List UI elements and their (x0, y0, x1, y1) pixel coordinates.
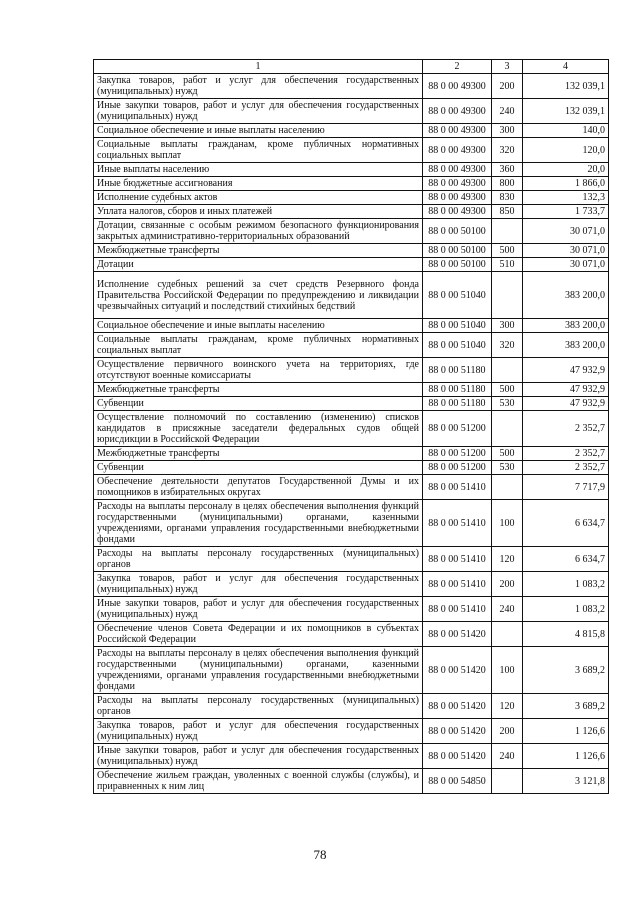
row-name-cell: Обеспечение членов Совета Федерации и их помощников в субъектах Российской Федерации (94, 622, 423, 647)
table-row (94, 124, 609, 138)
row-name-cell: Социальное обеспечение и иные выплаты населению (94, 319, 423, 333)
row-name-cell: Обеспечение жильем граждан, уволенных с военной службы (службы), и приравненных к ним лиц (94, 769, 423, 794)
row-name-cell: Закупка товаров, работ и услуг для обеспечения государственных (муниципальных) нужд (94, 719, 423, 744)
row-type-cell: 200 (492, 719, 523, 744)
table-row (94, 138, 609, 163)
row-code-cell: 88 0 00 51420 (423, 694, 492, 719)
row-type-cell (492, 622, 523, 647)
row-name-cell: Иные закупки товаров, работ и услуг для обеспечения государственных (муниципальных) нужд (94, 99, 423, 124)
row-type-cell: 100 (492, 647, 523, 694)
row-code-cell: 88 0 00 49300 (423, 177, 492, 191)
row-code-cell: 88 0 00 51410 (423, 572, 492, 597)
row-amount-cell: 2 352,7 (523, 461, 609, 475)
row-name-cell: Социальные выплаты гражданам, кроме публичных нормативных социальных выплат (94, 138, 423, 163)
row-name-cell: Субвенции (94, 397, 423, 411)
row-code-cell: 88 0 00 49300 (423, 99, 492, 124)
row-amount-cell: 1 126,6 (523, 719, 609, 744)
row-code-cell: 88 0 00 51180 (423, 397, 492, 411)
table-header-row (94, 60, 609, 74)
row-name-cell: Дотации (94, 258, 423, 272)
row-amount-cell: 2 352,7 (523, 447, 609, 461)
table-row (94, 475, 609, 500)
row-name-cell: Расходы на выплаты персоналу государственных (муниципальных) органов (94, 694, 423, 719)
row-code-cell: 88 0 00 50100 (423, 219, 492, 244)
row-type-cell: 120 (492, 694, 523, 719)
header-cell-amount: 4 (523, 60, 609, 74)
row-name-cell: Социальные выплаты гражданам, кроме публичных нормативных социальных выплат (94, 333, 423, 358)
row-amount-cell: 7 717,9 (523, 475, 609, 500)
table-row (94, 500, 609, 547)
row-amount-cell: 6 634,7 (523, 547, 609, 572)
row-type-cell: 530 (492, 397, 523, 411)
row-code-cell: 88 0 00 49300 (423, 163, 492, 177)
row-code-cell: 88 0 00 51420 (423, 622, 492, 647)
row-type-cell: 800 (492, 177, 523, 191)
row-amount-cell: 132,3 (523, 191, 609, 205)
page-number: 78 (313, 847, 327, 862)
row-name-cell: Осуществление первичного воинского учета на территориях, где отсутствуют военные комиссариаты (94, 358, 423, 383)
row-code-cell: 88 0 00 51420 (423, 647, 492, 694)
row-amount-cell: 6 634,7 (523, 500, 609, 547)
row-amount-cell: 383 200,0 (523, 272, 609, 319)
table-row (94, 622, 609, 647)
table-row (94, 333, 609, 358)
row-type-cell: 530 (492, 461, 523, 475)
row-amount-cell: 47 932,9 (523, 383, 609, 397)
row-type-cell: 500 (492, 383, 523, 397)
row-name-cell: Осуществление полномочий по составлению (изменению) списков кандидатов в присяжные заседатели федеральных судов общей юрисдикции в Российской Федерации (94, 411, 423, 447)
row-amount-cell: 132 039,1 (523, 99, 609, 124)
table-row (94, 397, 609, 411)
table-row (94, 177, 609, 191)
row-type-cell (492, 219, 523, 244)
row-amount-cell: 47 932,9 (523, 397, 609, 411)
row-name-cell: Иные закупки товаров, работ и услуг для обеспечения государственных (муниципальных) нужд (94, 744, 423, 769)
row-name-cell: Межбюджетные трансферты (94, 447, 423, 461)
row-code-cell: 88 0 00 50100 (423, 244, 492, 258)
row-name-cell: Расходы на выплаты персоналу в целях обеспечения выполнения функций государственными (муниципальными) органами, казенными учреждениями, органами управления государственными внебюджетными фондами (94, 500, 423, 547)
row-name-cell: Закупка товаров, работ и услуг для обеспечения государственных (муниципальных) нужд (94, 74, 423, 99)
row-name-cell: Обеспечение деятельности депутатов Государственной Думы и их помощников в избирательных округах (94, 475, 423, 500)
table-row (94, 74, 609, 99)
row-amount-cell: 1 866,0 (523, 177, 609, 191)
row-type-cell: 300 (492, 124, 523, 138)
row-name-cell: Иные бюджетные ассигнования (94, 177, 423, 191)
row-amount-cell: 47 932,9 (523, 358, 609, 383)
row-amount-cell: 20,0 (523, 163, 609, 177)
row-type-cell: 320 (492, 333, 523, 358)
table-body (94, 60, 609, 794)
table-row (94, 163, 609, 177)
row-code-cell: 88 0 00 49300 (423, 138, 492, 163)
row-name-cell: Дотации, связанные с особым режимом безопасного функционирования закрытых административно-территориальных образований (94, 219, 423, 244)
row-amount-cell: 383 200,0 (523, 319, 609, 333)
row-code-cell: 88 0 00 51420 (423, 719, 492, 744)
row-name-cell: Межбюджетные трансферты (94, 244, 423, 258)
row-code-cell: 88 0 00 51040 (423, 272, 492, 319)
table-row (94, 719, 609, 744)
row-type-cell: 240 (492, 99, 523, 124)
row-type-cell (492, 358, 523, 383)
row-type-cell (492, 411, 523, 447)
row-amount-cell: 3 689,2 (523, 647, 609, 694)
row-name-cell: Иные закупки товаров, работ и услуг для обеспечения государственных (муниципальных) нужд (94, 597, 423, 622)
row-code-cell: 88 0 00 51410 (423, 475, 492, 500)
row-code-cell: 88 0 00 51040 (423, 333, 492, 358)
header-cell-name: 1 (94, 60, 423, 74)
table-row (94, 744, 609, 769)
header-cell-code: 2 (423, 60, 492, 74)
table-row (94, 547, 609, 572)
table-row (94, 244, 609, 258)
row-name-cell: Социальное обеспечение и иные выплаты населению (94, 124, 423, 138)
row-type-cell: 850 (492, 205, 523, 219)
table-row (94, 572, 609, 597)
row-code-cell: 88 0 00 51040 (423, 319, 492, 333)
table-row (94, 447, 609, 461)
row-name-cell: Уплата налогов, сборов и иных платежей (94, 205, 423, 219)
table-row (94, 411, 609, 447)
row-code-cell: 88 0 00 49300 (423, 74, 492, 99)
table-row (94, 99, 609, 124)
row-code-cell: 88 0 00 49300 (423, 124, 492, 138)
row-amount-cell: 4 815,8 (523, 622, 609, 647)
table-row (94, 205, 609, 219)
row-amount-cell: 1 733,7 (523, 205, 609, 219)
row-type-cell: 200 (492, 74, 523, 99)
row-name-cell: Исполнение судебных решений за счет средств Резервного фонда Правительства Российской Федерации по предупреждению и ликвидации чрезвычайных ситуаций и последствий стихийных бедствий (94, 272, 423, 319)
table-row (94, 461, 609, 475)
table-row (94, 597, 609, 622)
row-type-cell: 500 (492, 447, 523, 461)
row-amount-cell: 1 083,2 (523, 597, 609, 622)
row-name-cell: Межбюджетные трансферты (94, 383, 423, 397)
row-amount-cell: 30 071,0 (523, 258, 609, 272)
row-code-cell: 88 0 00 49300 (423, 205, 492, 219)
row-amount-cell: 30 071,0 (523, 219, 609, 244)
header-cell-type: 3 (492, 60, 523, 74)
row-code-cell: 88 0 00 51420 (423, 744, 492, 769)
row-name-cell: Расходы на выплаты персоналу в целях обеспечения выполнения функций государственными (муниципальными) органами, казенными учреждениями, органами управления государственными внебюджетными фондами (94, 647, 423, 694)
row-type-cell: 830 (492, 191, 523, 205)
row-amount-cell: 1 083,2 (523, 572, 609, 597)
row-type-cell: 240 (492, 597, 523, 622)
row-type-cell: 320 (492, 138, 523, 163)
row-name-cell: Закупка товаров, работ и услуг для обеспечения государственных (муниципальных) нужд (94, 572, 423, 597)
row-name-cell: Субвенции (94, 461, 423, 475)
table-row (94, 191, 609, 205)
row-type-cell: 500 (492, 244, 523, 258)
row-code-cell: 88 0 00 51200 (423, 461, 492, 475)
row-code-cell: 88 0 00 50100 (423, 258, 492, 272)
table-row (94, 383, 609, 397)
row-amount-cell: 2 352,7 (523, 411, 609, 447)
row-amount-cell: 1 126,6 (523, 744, 609, 769)
row-type-cell: 510 (492, 258, 523, 272)
budget-table (93, 59, 609, 794)
table-row (94, 272, 609, 319)
row-type-cell (492, 272, 523, 319)
row-type-cell: 240 (492, 744, 523, 769)
row-type-cell: 120 (492, 547, 523, 572)
row-code-cell: 88 0 00 51200 (423, 411, 492, 447)
row-type-cell: 100 (492, 500, 523, 547)
row-type-cell (492, 475, 523, 500)
row-type-cell: 360 (492, 163, 523, 177)
row-amount-cell: 383 200,0 (523, 333, 609, 358)
table-row (94, 319, 609, 333)
row-code-cell: 88 0 00 51180 (423, 383, 492, 397)
table-row (94, 647, 609, 694)
row-amount-cell: 30 071,0 (523, 244, 609, 258)
row-code-cell: 88 0 00 51410 (423, 597, 492, 622)
row-code-cell: 88 0 00 51180 (423, 358, 492, 383)
table-row (94, 769, 609, 794)
row-name-cell: Расходы на выплаты персоналу государственных (муниципальных) органов (94, 547, 423, 572)
row-amount-cell: 140,0 (523, 124, 609, 138)
row-type-cell: 300 (492, 319, 523, 333)
row-amount-cell: 3 689,2 (523, 694, 609, 719)
row-code-cell: 88 0 00 49300 (423, 191, 492, 205)
row-type-cell (492, 769, 523, 794)
row-name-cell: Исполнение судебных актов (94, 191, 423, 205)
row-code-cell: 88 0 00 54850 (423, 769, 492, 794)
table-row (94, 694, 609, 719)
row-amount-cell: 3 121,8 (523, 769, 609, 794)
row-amount-cell: 120,0 (523, 138, 609, 163)
table-row (94, 358, 609, 383)
table-row (94, 258, 609, 272)
row-code-cell: 88 0 00 51410 (423, 547, 492, 572)
table-row (94, 219, 609, 244)
row-name-cell: Иные выплаты населению (94, 163, 423, 177)
row-code-cell: 88 0 00 51410 (423, 500, 492, 547)
row-code-cell: 88 0 00 51200 (423, 447, 492, 461)
row-amount-cell: 132 039,1 (523, 74, 609, 99)
row-type-cell: 200 (492, 572, 523, 597)
